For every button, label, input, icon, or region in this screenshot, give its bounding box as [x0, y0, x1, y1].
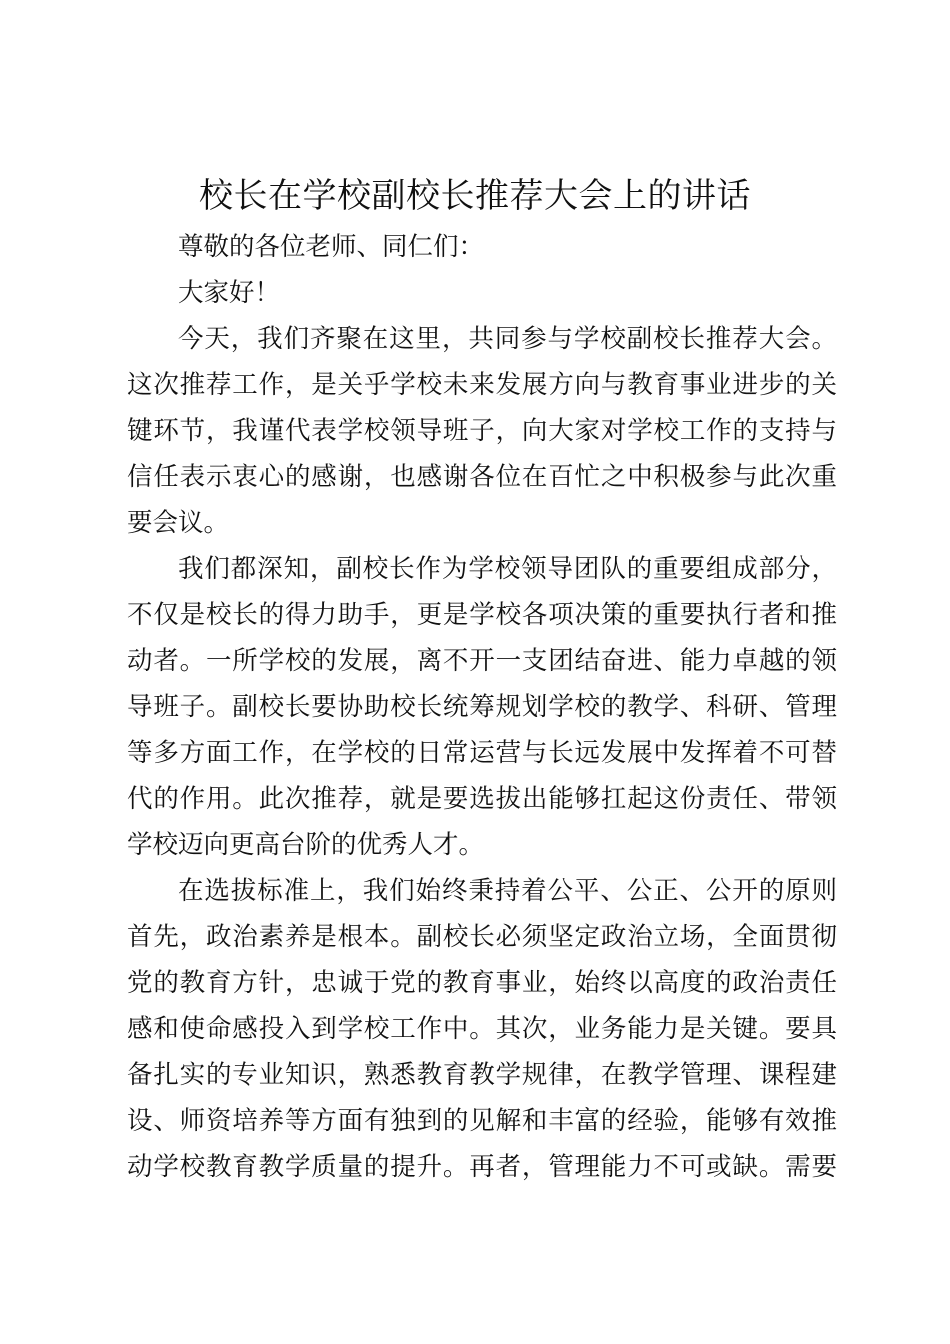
body-line: 代的作用。此次推荐，就是要选拔出能够扛起这份责任、带领 — [127, 784, 837, 814]
document-title: 校长在学校副校长推荐大会上的讲话 — [199, 176, 751, 216]
body-line: 在选拔标准上，我们始终秉持着公平、公正、公开的原则 — [178, 876, 837, 906]
body-line: 不仅是校长的得力助手，更是学校各项决策的重要执行者和推 — [127, 600, 837, 630]
body-line: 这次推荐工作，是关乎学校未来发展方向与教育事业进步的关 — [127, 370, 837, 400]
body-line: 感和使命感投入到学校工作中。其次，业务能力是关键。要具 — [127, 1014, 837, 1044]
body-line: 我们都深知，副校长作为学校领导团队的重要组成部分， — [178, 554, 837, 584]
body-line: 动者。一所学校的发展，离不开一支团结奋进、能力卓越的领 — [127, 646, 837, 676]
body-line: 党的教育方针，忠诚于党的教育事业，始终以高度的政治责任 — [127, 968, 837, 998]
body-line: 大家好！ — [178, 278, 281, 308]
body-line: 动学校教育教学质量的提升。再者，管理能力不可或缺。需要 — [127, 1152, 837, 1182]
body-line: 首先，政治素养是根本。副校长必须坚定政治立场，全面贯彻 — [127, 922, 837, 952]
body-line: 备扎实的专业知识，熟悉教育教学规律，在教学管理、课程建 — [127, 1060, 837, 1090]
body-line: 等多方面工作，在学校的日常运营与长远发展中发挥着不可替 — [127, 738, 837, 768]
body-line: 设、师资培养等方面有独到的见解和丰富的经验，能够有效推 — [127, 1106, 837, 1136]
document-body — [127, 224, 837, 1190]
body-line: 导班子。副校长要协助校长统筹规划学校的教学、科研、管理 — [127, 692, 837, 722]
body-line: 要会议。 — [127, 508, 230, 538]
body-line: 键环节，我谨代表学校领导班子，向大家对学校工作的支持与 — [127, 416, 837, 446]
body-line: 学校迈向更高台阶的优秀人才。 — [127, 830, 485, 860]
body-line: 信任表示衷心的感谢，也感谢各位在百忙之中积极参与此次重 — [127, 462, 837, 492]
body-line: 今天，我们齐聚在这里，共同参与学校副校长推荐大会。 — [178, 324, 837, 354]
body-line: 尊敬的各位老师、同仁们： — [178, 232, 485, 262]
